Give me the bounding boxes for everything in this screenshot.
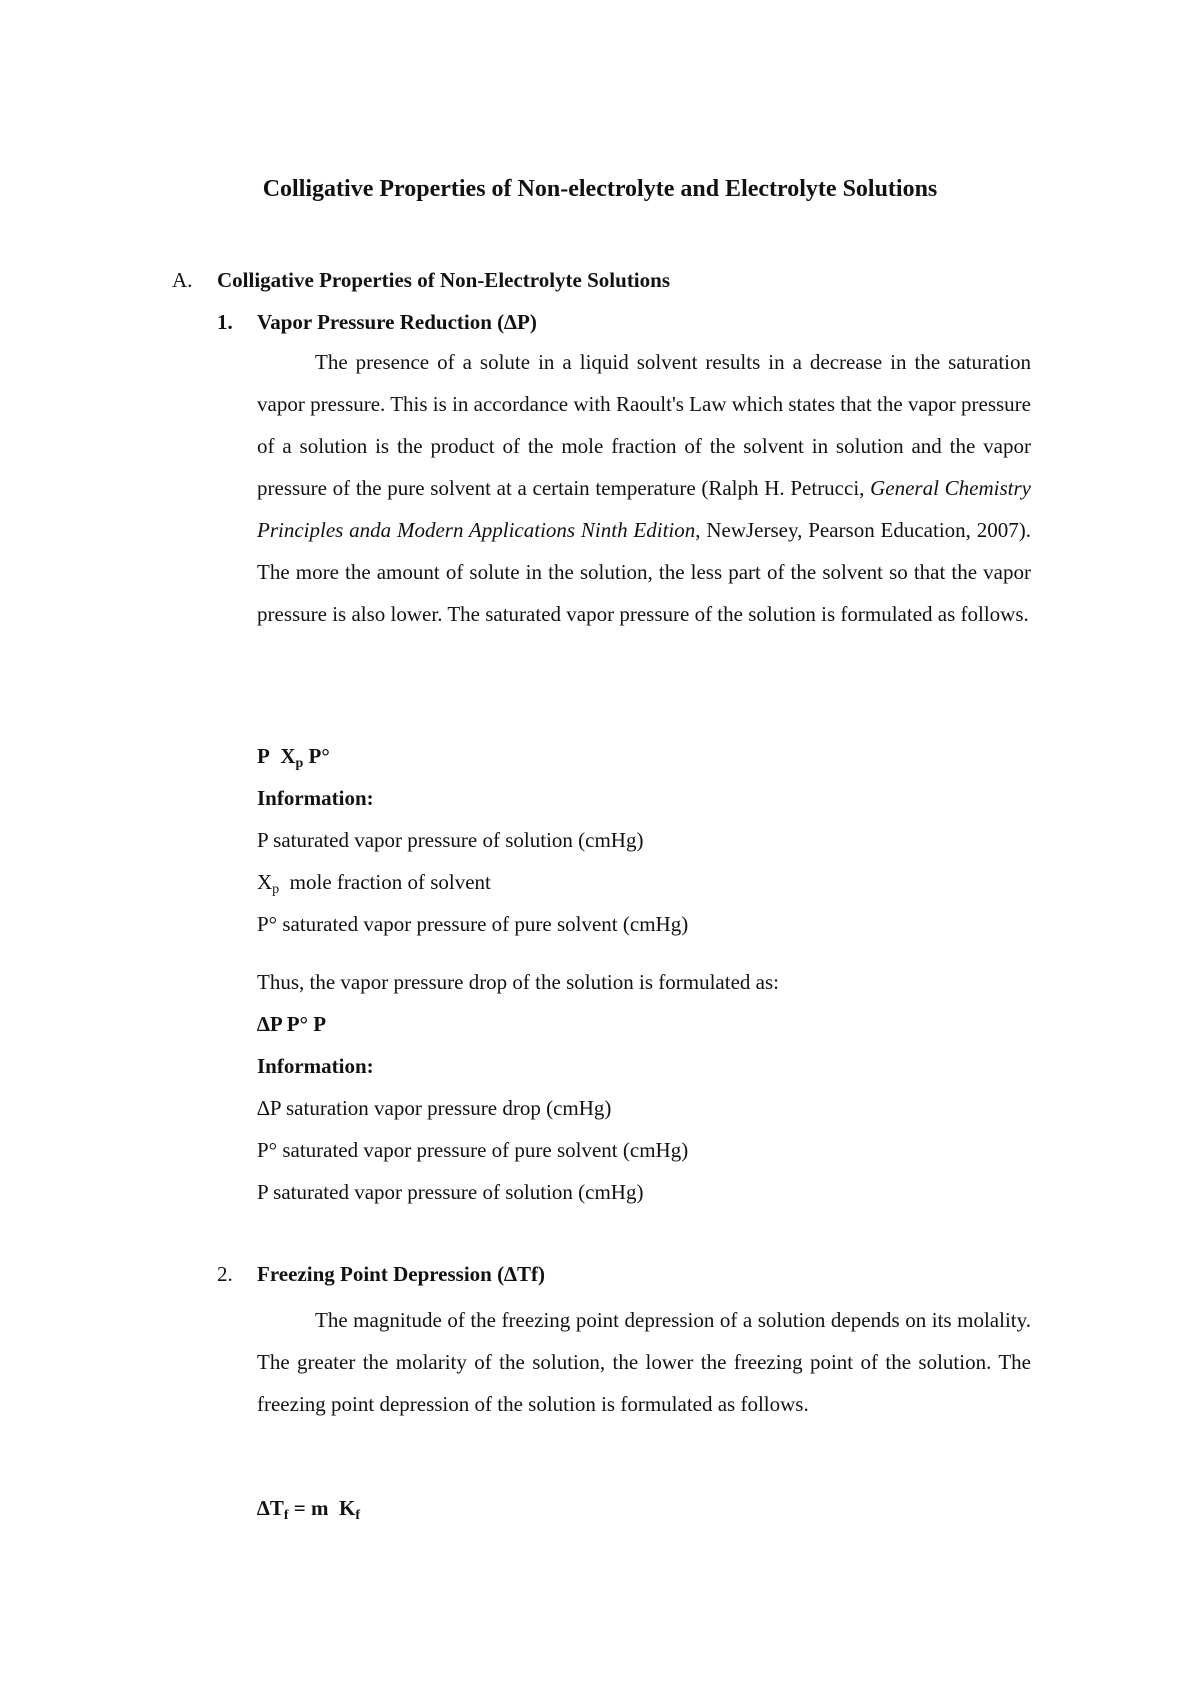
info-2-line-1: ∆P saturation vapor pressure drop (cmHg)	[257, 1096, 612, 1120]
info-1-line-2: $X_p$ mole fraction of solvent	[257, 870, 491, 897]
information-label-2: Information:	[257, 1054, 374, 1078]
information-label-1: Information:	[257, 786, 374, 810]
item-1-marker: 1.	[217, 310, 233, 334]
thus-statement: Thus, the vapor pressure drop of the solution is formulated as:	[257, 970, 779, 994]
document-title: Colligative Properties of Non-electrolyte and Electrolyte Solutions	[262, 176, 938, 202]
info-2-line-3: P saturated vapor pressure of solution (cmHg)	[257, 1180, 644, 1204]
paragraph-text: The magnitude of the freezing point depression of a solution depends on its molality. The greater the molarity of the solution, the lower the freezing point of the solution. The freezing point depression of the solution is formulated as follows.	[257, 1308, 1031, 1416]
book-title: General Chemistry Principles anda Modern Applications Ninth Edition	[257, 476, 1031, 542]
item-2-marker: 2.	[217, 1262, 233, 1286]
section-a-heading: Colligative Properties of Non-Electrolyte Solutions	[217, 268, 670, 292]
info-1-line-1: P saturated vapor pressure of solution (cmHg)	[257, 828, 644, 852]
item-1-heading: Vapor Pressure Reduction (∆P)	[257, 310, 537, 334]
item-1-paragraph	[257, 341, 1031, 635]
paragraph-text-1: The presence of a solute in a liquid solvent results in a decrease in the saturation vapor pressure. This is in accordance with Raoult's Law which states that the vapor pressure of a solution is the product of the mole fraction of the solvent in solution and the vapor pressure of the pure solvent at a certain temperature (Ralph H. Petrucci,	[257, 350, 1031, 500]
paragraph-text-2: , NewJersey, Pearson Education, 2007). The more the amount of solute in the solution, the less part of the solvent so that the vapor pressure is also lower. The saturated vapor pressure of the solution is formulated as follows.	[257, 518, 1031, 626]
formula-pressure-drop: ∆P P° P	[257, 1012, 327, 1036]
formula-vapor-pressure: P $X_p$ P°	[257, 744, 330, 771]
item-2-paragraph	[257, 1299, 1031, 1425]
info-2-line-2: P° saturated vapor pressure of pure solvent (cmHg)	[257, 1138, 689, 1162]
info-1-line-3: P° saturated vapor pressure of pure solvent (cmHg)	[257, 912, 689, 936]
formula-freezing-point: $\Delta T_f = m$ $K_f$	[257, 1496, 360, 1523]
section-a-marker: A.	[172, 268, 193, 292]
item-2-heading: Freezing Point Depression (∆Tf)	[257, 1262, 545, 1286]
